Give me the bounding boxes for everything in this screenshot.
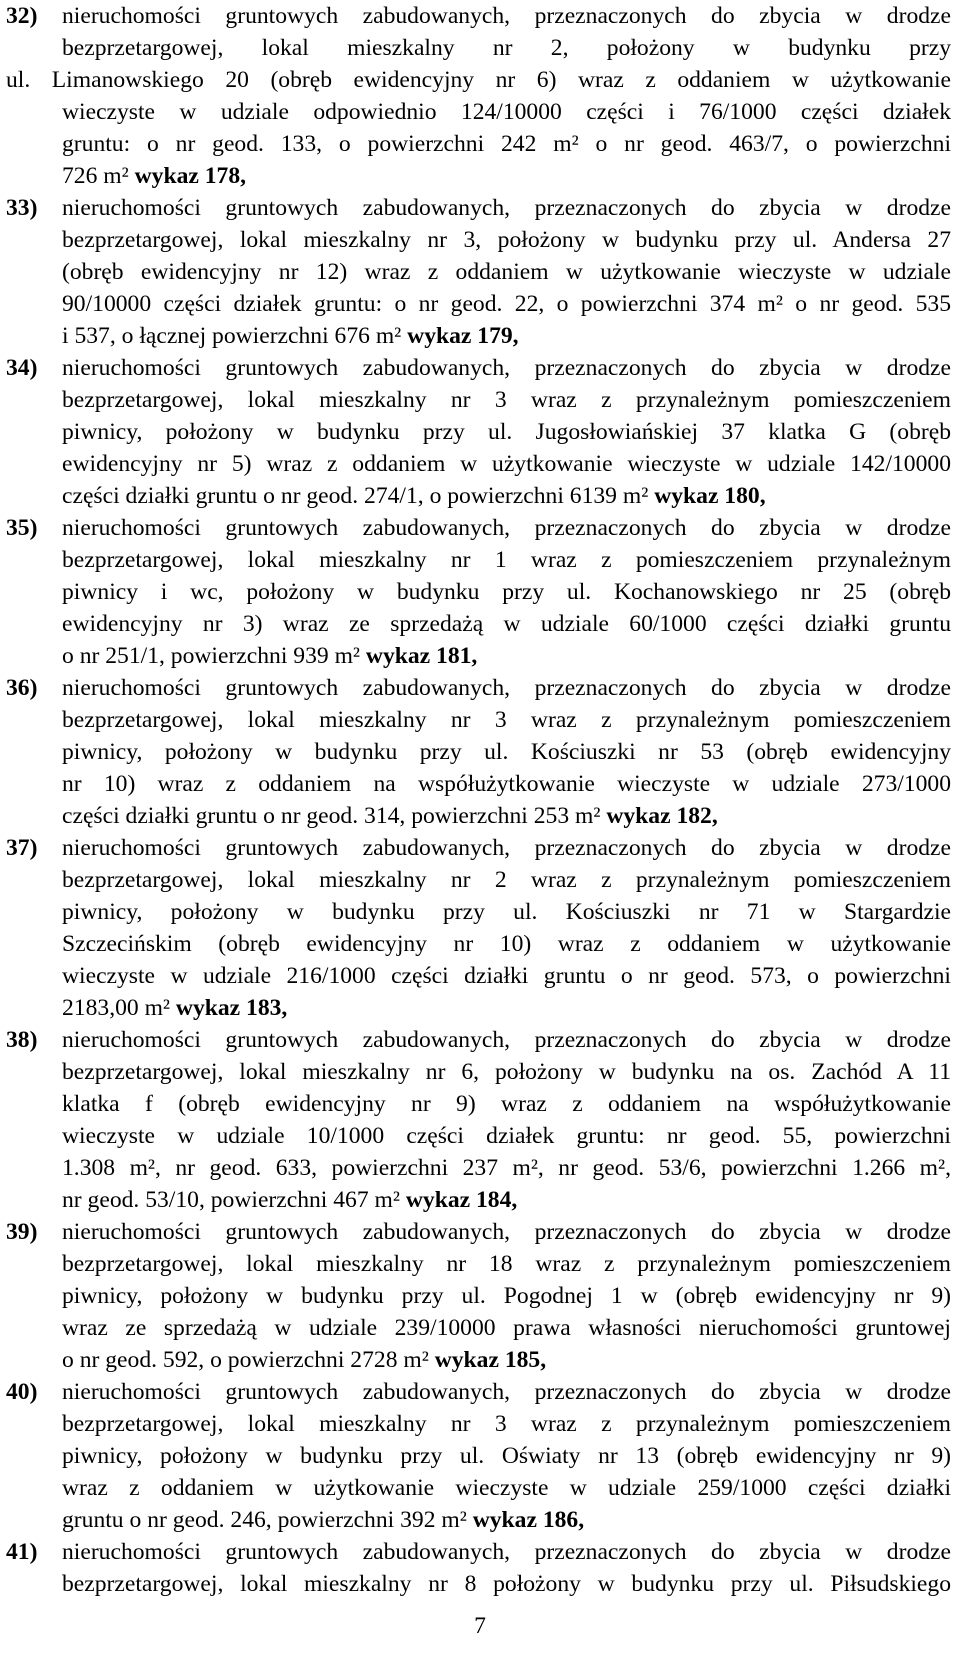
text-line <box>62 192 951 224</box>
list-item <box>6 1216 951 1376</box>
line-text: bezprzetargowej, lokal mieszkalny nr 8 położony w budynku przy ul. Piłsudskiego <box>62 1571 951 1597</box>
item-number: 41) <box>6 1539 38 1565</box>
line-text: nieruchomości gruntowych zabudowanych, przeznaczonych do zbycia w drodze <box>62 3 951 29</box>
text-line <box>62 1152 951 1184</box>
wykaz-reference: wykaz 180, <box>654 483 766 509</box>
text-line <box>62 1440 951 1472</box>
item-text <box>62 1216 951 1376</box>
text-line <box>62 416 951 448</box>
line-text: ewidencyjny nr 3) wraz ze sprzedażą w udziale 60/1000 części działki gruntu <box>62 611 951 637</box>
item-text <box>62 672 951 832</box>
text-line <box>62 1376 951 1408</box>
item-number: 40) <box>6 1379 38 1405</box>
line-text: piwnicy i wc, położony w budynku przy ul. Kochanowskiego nr 25 (obręb <box>62 579 951 605</box>
line-text: piwnicy, położony w budynku przy ul. Kościuszki nr 71 w Stargardzie <box>62 899 951 925</box>
wykaz-reference: wykaz 186, <box>472 1507 585 1533</box>
text-line <box>62 768 951 800</box>
item-number: 33) <box>6 195 38 221</box>
text-line <box>62 992 951 1024</box>
text-line <box>62 32 951 64</box>
item-text <box>62 512 951 672</box>
wykaz-reference: wykaz 185, <box>434 1347 547 1373</box>
line-text: Szczecińskim (obręb ewidencyjny nr 10) wraz z oddaniem w użytkowanie <box>62 931 951 957</box>
text-line <box>62 96 951 128</box>
item-text <box>62 352 951 512</box>
line-text: piwnicy, położony w budynku przy ul. Oświaty nr 13 (obręb ewidencyjny nr 9) <box>62 1443 951 1469</box>
text-line <box>62 384 951 416</box>
item-text <box>62 1376 951 1536</box>
line-text: bezprzetargowej, lokal mieszkalny nr 6, położony w budynku na os. Zachód A 11 <box>62 1059 951 1085</box>
text-line <box>62 512 951 544</box>
list-item <box>6 1376 951 1536</box>
item-text <box>62 832 951 1024</box>
line-text: wieczyste w udziale 216/1000 części działki gruntu o nr geod. 573, o powierzchni <box>62 963 951 989</box>
wykaz-reference: wykaz 179, <box>407 323 519 349</box>
line-text: bezprzetargowej, lokal mieszkalny nr 1 wraz z pomieszczeniem przynależnym <box>62 547 951 573</box>
line-text: nieruchomości gruntowych zabudowanych, przeznaczonych do zbycia w drodze <box>62 835 951 861</box>
line-text: piwnicy, położony w budynku przy ul. Kościuszki nr 53 (obręb ewidencyjny <box>62 739 951 765</box>
line-text: nieruchomości gruntowych zabudowanych, przeznaczonych do zbycia w drodze <box>62 1027 951 1053</box>
wykaz-reference: wykaz 182, <box>606 803 718 829</box>
list-item <box>6 512 951 672</box>
line-text: 1.308 m², nr geod. 633, powierzchni 237 m², nr geod. 53/6, powierzchni 1.266 m², <box>62 1155 951 1181</box>
text-line <box>62 1312 951 1344</box>
page-number: 7 <box>474 1613 486 1639</box>
item-text <box>62 1536 951 1600</box>
text-line <box>62 1056 951 1088</box>
line-text: ewidencyjny nr 5) wraz z oddaniem w użytkowanie wieczyste w udziale 142/10000 <box>62 451 951 477</box>
text-line <box>62 800 951 832</box>
line-text: nieruchomości gruntowych zabudowanych, przeznaczonych do zbycia w drodze <box>62 675 951 701</box>
text-line <box>62 864 951 896</box>
line-text: bezprzetargowej, lokal mieszkalny nr 2, położony w budynku przy <box>62 35 951 61</box>
text-line <box>62 1472 951 1504</box>
text-line <box>62 736 951 768</box>
line-text: części działki gruntu o nr geod. 274/1, o powierzchni 6139 m² <box>62 483 655 509</box>
text-line <box>62 608 951 640</box>
line-text: nieruchomości gruntowych zabudowanych, przeznaczonych do zbycia w drodze <box>62 195 951 221</box>
list-item <box>6 192 951 352</box>
list-item <box>6 0 951 192</box>
line-text: o nr 251/1, powierzchni 939 m² <box>62 643 366 669</box>
text-line <box>62 1568 951 1600</box>
line-text: wraz z oddaniem w użytkowanie wieczyste w udziale 259/1000 części działki <box>62 1475 951 1501</box>
line-text: wieczyste w udziale 10/1000 części działek gruntu: nr geod. 55, powierzchni <box>62 1123 951 1149</box>
line-text: nieruchomości gruntowych zabudowanych, przeznaczonych do zbycia w drodze <box>62 355 951 381</box>
line-text: bezprzetargowej, lokal mieszkalny nr 3 wraz z przynależnym pomieszczeniem <box>62 387 951 413</box>
wykaz-reference: wykaz 178, <box>134 163 247 189</box>
line-text: bezprzetargowej, lokal mieszkalny nr 18 wraz z przynależnym pomieszczeniem <box>62 1251 951 1277</box>
line-text: nieruchomości gruntowych zabudowanych, przeznaczonych do zbycia w drodze <box>62 1379 951 1405</box>
line-text: ul. Limanowskiego 20 (obręb ewidencyjny nr 6) wraz z oddaniem w użytkowanie <box>6 67 951 93</box>
text-line <box>62 672 951 704</box>
text-line <box>62 448 951 480</box>
text-line <box>62 1344 951 1376</box>
text-line <box>62 1248 951 1280</box>
line-text: piwnicy, położony w budynku przy ul. Pogodnej 1 w (obręb ewidencyjny nr 9) <box>62 1283 951 1309</box>
line-text: 2183,00 m² <box>62 995 176 1021</box>
line-text: (obręb ewidencyjny nr 12) wraz z oddaniem w użytkowanie wieczyste w udziale <box>62 259 951 285</box>
line-text: piwnicy, położony w budynku przy ul. Jugosłowiańskiej 37 klatka G (obręb <box>62 419 951 445</box>
line-text: o nr geod. 592, o powierzchni 2728 m² <box>62 1347 435 1373</box>
text-line <box>62 1088 951 1120</box>
list-item <box>6 672 951 832</box>
line-text: nr geod. 53/10, powierzchni 467 m² <box>62 1187 406 1213</box>
line-text: bezprzetargowej, lokal mieszkalny nr 3 wraz z przynależnym pomieszczeniem <box>62 707 951 733</box>
list-item <box>6 352 951 512</box>
line-text: bezprzetargowej, lokal mieszkalny nr 3, położony w budynku przy ul. Andersa 27 <box>62 227 951 253</box>
wykaz-reference: wykaz 181, <box>365 643 478 669</box>
text-line <box>62 1408 951 1440</box>
text-line <box>62 1120 951 1152</box>
line-text: gruntu o nr geod. 246, powierzchni 392 m² <box>62 1507 473 1533</box>
line-text: 90/10000 części działek gruntu: o nr geod. 22, o powierzchni 374 m² o nr geod. 535 <box>62 291 951 317</box>
text-line <box>62 0 951 32</box>
text-line <box>62 576 951 608</box>
item-number: 38) <box>6 1027 38 1053</box>
text-line <box>62 256 951 288</box>
text-line <box>62 960 951 992</box>
text-line <box>62 640 951 672</box>
item-number: 32) <box>6 3 38 29</box>
text-line <box>62 896 951 928</box>
text-line <box>62 1216 951 1248</box>
line-text: i 537, o łącznej powierzchni 676 m² <box>62 323 408 349</box>
line-text: 726 m² <box>62 163 135 189</box>
text-line <box>62 544 951 576</box>
line-text: nr 10) wraz z oddaniem na współużytkowanie wieczyste w udziale 273/1000 <box>62 771 951 797</box>
item-text <box>62 1024 951 1216</box>
wykaz-reference: wykaz 184, <box>405 1187 518 1213</box>
line-text: części działki gruntu o nr geod. 314, powierzchni 253 m² <box>62 803 607 829</box>
text-line <box>62 1536 951 1568</box>
line-text: nieruchomości gruntowych zabudowanych, przeznaczonych do zbycia w drodze <box>62 515 951 541</box>
line-text: gruntu: o nr geod. 133, o powierzchni 242 m² o nr geod. 463/7, o powierzchni <box>62 131 951 157</box>
line-text: nieruchomości gruntowych zabudowanych, przeznaczonych do zbycia w drodze <box>62 1539 951 1565</box>
text-line <box>62 928 951 960</box>
text-line <box>62 1280 951 1312</box>
line-text: klatka f (obręb ewidencyjny nr 9) wraz z oddaniem na współużytkowanie <box>62 1091 951 1117</box>
item-number: 37) <box>6 835 38 861</box>
text-line <box>62 160 951 192</box>
line-text: bezprzetargowej, lokal mieszkalny nr 2 wraz z przynależnym pomieszczeniem <box>62 867 951 893</box>
list-item <box>6 1536 951 1600</box>
text-line <box>62 832 951 864</box>
line-text: bezprzetargowej, lokal mieszkalny nr 3 wraz z przynależnym pomieszczeniem <box>62 1411 951 1437</box>
item-number: 34) <box>6 355 38 381</box>
text-line <box>62 480 951 512</box>
line-text: nieruchomości gruntowych zabudowanych, przeznaczonych do zbycia w drodze <box>62 1219 951 1245</box>
item-number: 39) <box>6 1219 38 1245</box>
line-text: wieczyste w udziale odpowiednio 124/10000 części i 76/1000 części działek <box>62 99 951 125</box>
text-line <box>62 224 951 256</box>
text-line <box>62 1184 951 1216</box>
item-number: 35) <box>6 515 38 541</box>
list-item <box>6 832 951 1024</box>
text-line <box>62 128 951 160</box>
line-text: wraz ze sprzedażą w udziale 239/10000 prawa własności nieruchomości gruntowej <box>62 1315 951 1341</box>
list-item <box>6 1024 951 1216</box>
item-text <box>62 192 951 352</box>
text-line <box>62 1504 951 1536</box>
text-line <box>62 352 951 384</box>
text-line <box>62 288 951 320</box>
wykaz-reference: wykaz 183, <box>175 995 288 1021</box>
text-line <box>6 64 951 96</box>
text-line <box>62 704 951 736</box>
item-number: 36) <box>6 675 38 701</box>
text-line <box>62 320 951 352</box>
text-line <box>62 1024 951 1056</box>
